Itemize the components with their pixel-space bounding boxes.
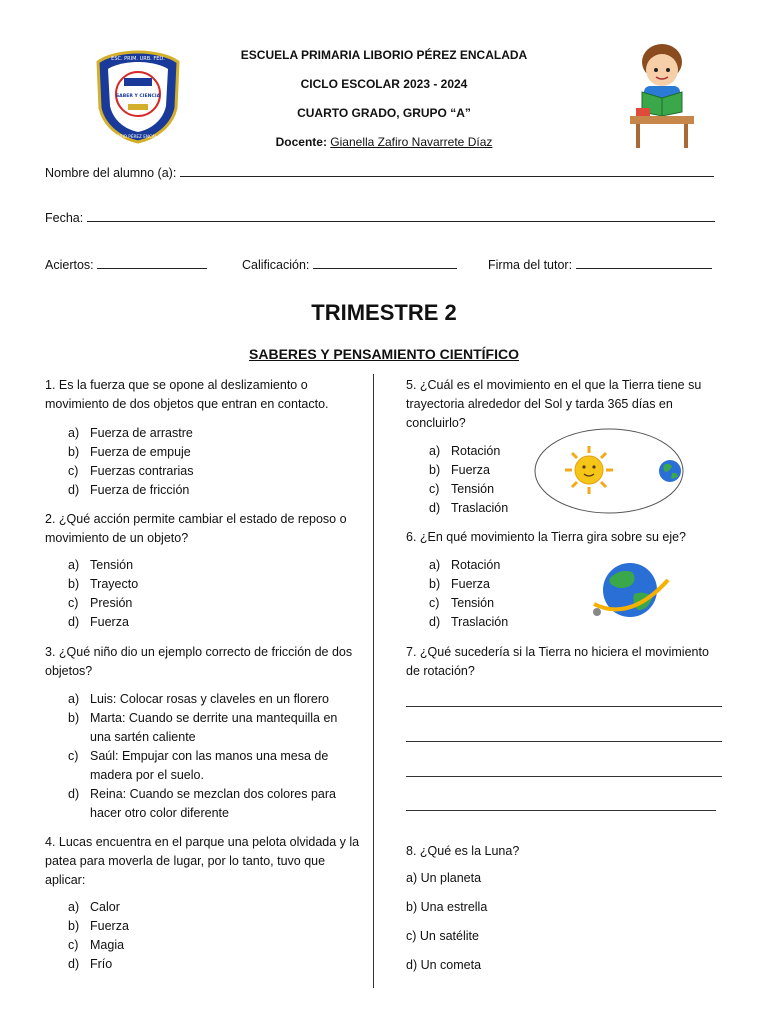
- school-logo-icon: [94, 48, 182, 144]
- grade-field: [242, 255, 457, 272]
- svg-text:LIBORIO PÉREZ ENCALADA: LIBORIO PÉREZ ENCALADA: [109, 134, 167, 139]
- option-item[interactable]: a) Luis: Colocar rosas y claveles en un florero: [68, 692, 330, 706]
- question-4-options: [68, 898, 129, 974]
- question-2-line-2: movimiento de un objeto?: [45, 531, 189, 545]
- answer-line[interactable]: [406, 741, 722, 742]
- option-item[interactable]: b) Fuerza: [429, 463, 490, 477]
- hits-label: Aciertos:: [45, 258, 94, 272]
- student-name-field: [45, 163, 714, 180]
- sun-earth-orbit-icon: [532, 424, 688, 518]
- section-subtitle: SABERES Y PENSAMIENTO CIENTÍFICO: [249, 346, 519, 362]
- option-item[interactable]: c) Tensión: [429, 482, 495, 496]
- school-name: ESCUELA PRIMARIA LIBORIO PÉREZ ENCALADA: [240, 48, 528, 62]
- option-item[interactable]: d) Fuerza: [68, 615, 129, 629]
- option-item[interactable]: a) Un planeta: [406, 871, 482, 885]
- question-3: [45, 643, 365, 681]
- option-item[interactable]: a) Calor: [68, 900, 120, 914]
- grade-line[interactable]: [313, 255, 457, 269]
- grade-label: Calificación:: [242, 258, 310, 272]
- option-item[interactable]: a) Rotación: [429, 558, 501, 572]
- question-1-options: [68, 424, 194, 500]
- question-3-options: [68, 690, 368, 823]
- option-item[interactable]: a) Rotación: [429, 444, 501, 458]
- option-item[interactable]: a) Tensión: [68, 558, 134, 572]
- question-7: [406, 643, 726, 681]
- answer-line[interactable]: [406, 810, 716, 811]
- question-4-line-3: aplicar:: [45, 873, 86, 887]
- hits-line[interactable]: [97, 255, 207, 269]
- option-item[interactable]: c) Un satélite: [406, 929, 479, 943]
- option-item[interactable]: b) Fuerza: [429, 577, 490, 591]
- question-7-line-2: de rotación?: [406, 664, 475, 678]
- option-item[interactable]: b) Una estrella: [406, 900, 488, 914]
- question-1-line-2: movimiento de dos objetos que entran en contacto.: [45, 397, 329, 411]
- option-item[interactable]: c) Fuerzas contrarias: [68, 464, 194, 478]
- question-4-line-1: 4. Lucas encuentra en el parque una pelota olvidada y la: [45, 835, 360, 849]
- option-item[interactable]: b) Trayecto: [68, 577, 139, 591]
- option-item[interactable]: b) Fuerza de empuje: [68, 445, 191, 459]
- teacher-label: Docente:: [275, 135, 327, 149]
- option-item[interactable]: a) Fuerza de arrastre: [68, 426, 193, 440]
- option-item[interactable]: d) Traslación: [429, 615, 509, 629]
- question-6-options: [429, 556, 508, 632]
- question-6-line-1: 6. ¿En qué movimiento la Tierra gira sobre su eje?: [406, 530, 686, 544]
- hits-field: [45, 255, 207, 272]
- signature-label: Firma del tutor:: [488, 258, 573, 272]
- signature-field: [488, 255, 712, 272]
- earth-rotation-icon: [590, 560, 672, 624]
- question-2-line-1: 2. ¿Qué acción permite cambiar el estado de reposo o: [45, 512, 347, 526]
- student-name-line[interactable]: [180, 163, 714, 177]
- question-2-options: [68, 556, 138, 632]
- question-5-line-3: concluirlo?: [406, 416, 466, 430]
- question-4: [45, 833, 370, 890]
- option-item[interactable]: b) Marta: Cuando se derrite una mantequilla en una sartén caliente: [68, 711, 338, 744]
- option-item[interactable]: d) Fuerza de fricción: [68, 483, 190, 497]
- question-7-line-1: 7. ¿Qué sucedería si la Tierra no hiciera el movimiento: [406, 645, 709, 659]
- date-field: [45, 208, 715, 225]
- option-item[interactable]: c) Magia: [68, 938, 125, 952]
- date-label: Fecha:: [45, 211, 84, 225]
- question-3-line-1: 3. ¿Qué niño dio un ejemplo correcto de fricción de dos: [45, 645, 353, 659]
- question-6: [406, 528, 726, 547]
- option-item[interactable]: d) Traslación: [429, 501, 509, 515]
- svg-text:SABER Y CIENCIA: SABER Y CIENCIA: [115, 94, 161, 99]
- question-5-options: [429, 442, 508, 518]
- question-8-line-1: 8. ¿Qué es la Luna?: [406, 844, 520, 858]
- question-2: [45, 510, 365, 548]
- grade-group: CUARTO GRADO, GRUPO “A”: [297, 106, 471, 120]
- answer-line[interactable]: [406, 776, 722, 777]
- option-item[interactable]: d) Reina: Cuando se mezclan dos colores para hacer otro color diferente: [68, 787, 336, 820]
- teacher-name: Gianella Zafiro Navarrete Díaz: [330, 135, 493, 149]
- option-item[interactable]: c) Tensión: [429, 596, 495, 610]
- option-item[interactable]: d) Un cometa: [406, 958, 482, 972]
- signature-line[interactable]: [576, 255, 712, 269]
- answer-line[interactable]: [406, 706, 722, 707]
- question-1-line-1: 1. Es la fuerza que se opone al deslizamiento o: [45, 378, 308, 392]
- question-1: [45, 376, 365, 414]
- question-4-line-2: patea para moverla de lugar, por lo tanto, tuvo que: [45, 854, 326, 868]
- option-item[interactable]: c) Presión: [68, 596, 133, 610]
- option-item[interactable]: b) Fuerza: [68, 919, 129, 933]
- page-title: TRIMESTRE 2: [311, 300, 457, 325]
- teacher-line: [0, 135, 768, 149]
- date-line[interactable]: [87, 208, 715, 222]
- question-8: [406, 842, 726, 861]
- column-divider: [373, 374, 374, 988]
- school-cycle: CICLO ESCOLAR 2023 - 2024: [300, 77, 468, 91]
- student-name-label: Nombre del alumno (a):: [45, 166, 177, 180]
- svg-text:ESC. PRIM. URB. FED.: ESC. PRIM. URB. FED.: [111, 56, 165, 62]
- option-item[interactable]: c) Saúl: Empujar con las manos una mesa de madera por el suelo.: [68, 749, 329, 782]
- question-5-line-2: trayectoria alrededor del Sol y tarda 365 días en: [406, 397, 673, 411]
- question-3-line-2: objetos?: [45, 664, 93, 678]
- question-5-line-1: 5. ¿Cuál es el movimiento en el que la Tierra tiene su: [406, 378, 702, 392]
- option-item[interactable]: d) Frío: [68, 957, 113, 971]
